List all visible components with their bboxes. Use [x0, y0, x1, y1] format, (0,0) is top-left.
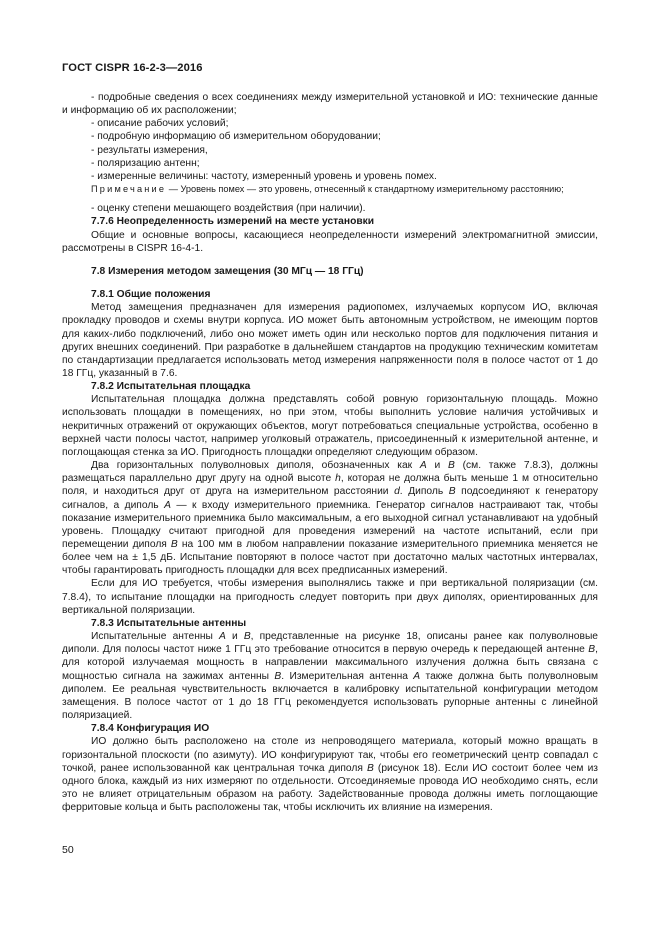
list-item: - результаты измерения, — [91, 144, 208, 156]
symbol-d: d — [394, 486, 400, 498]
section-heading-7-8-2: 7.8.2 Испытательная площадка — [91, 381, 251, 393]
text-run: — к входу измерительного приемника. Генератор сигналов настраивают так, чтобы показание измерительного приемника было максимальным, а его выходной сигнал устанавливают на удобный уровень. Площадку считают пригодной для проведения измерений на частоте испытаний, если при перемещении диполя — [62, 499, 598, 550]
note-label: Примечание — [91, 184, 167, 195]
note-text: — Уровень помех — это уровень, отнесенный к стандартному измерительному расстоянию; — [166, 184, 564, 195]
paragraph — [62, 459, 598, 577]
text-run: также должна быть полуволновым диполем. Ее реальная чувствительность включается в калибровку испытательной конфигурации методом замещения. В полосе частот от 1 до 18 ГГц рекомендуется использовать рупорные антенны с линейной поляризацией. — [62, 670, 599, 722]
text-run: и — [426, 460, 449, 472]
symbol-b: В — [448, 460, 455, 472]
text-run: (см. также 7.8.3), должны размещаться параллельно друг другу на одной высоте — [62, 460, 599, 485]
paragraph: Испытательная площадка должна представлять собой ровную горизонтальную площадь. Можно использовать площадки в помещениях, но при этом, чтобы выполнить условие наличия устойчивых и некритичных отражений от окружающих объектов, могут потребоваться специальные устройства, особенно в верхней части полосы частот, например уголковый отражатель, присоединенный к измерительной антенне, и поглощающая стенка за ИО. Пригодность площадки определяют следующим образом. — [62, 394, 598, 458]
symbol-b: В — [448, 486, 456, 498]
symbol-a: А — [419, 460, 427, 472]
list-item: - подробную информацию об измерительном оборудовании; — [91, 131, 381, 143]
section-heading-7-8-4: 7.8.4 Конфигурация ИО — [91, 723, 210, 735]
text-run: , которая не должна быть меньше 1 м относительно поля, и находиться друг от друга на измерительном расстоянии — [62, 473, 598, 498]
symbol-a: А — [413, 670, 421, 682]
text-run: , представленные на рисунке 18, описаны ранее как полуволновые диполи. Для полосы частот ниже 1 ГГц это требование относится в первую очередь к передающей антенне — [62, 631, 599, 656]
symbol-b: В — [170, 539, 178, 550]
symbol-b: В — [366, 762, 374, 774]
section-heading-7-8-3: 7.8.3 Испытательные антенны — [91, 617, 247, 629]
page-number: 50 — [62, 844, 74, 856]
text-run: . Диполь — [399, 486, 449, 498]
section-heading-7-7-6: 7.7.6 Неопределенность измерений на месте установки — [91, 216, 375, 228]
text-run: (рисунок 18). Если ИО состоит более чем из одного блока, каждый из них измеряют по отдельности. Отсоединяемые провода ИО необходимо снять, если это не влияет отрицательным образом на работу. Задействованные провода должны иметь поглощающие ферритовые кольца и быть расположены так, чтобы исключить их влияние на измерения. — [62, 762, 598, 814]
paragraph: Общие и основные вопросы, касающиеся неопределенности измерений электромагнитной эмиссии, рассмотрены в CISPR 16-4-1. — [62, 229, 598, 254]
paragraph — [62, 630, 598, 722]
list-item: - подробные сведения о всех соединениях между измерительной установкой и ИО: технические данные и информацию об их расположении; — [62, 92, 598, 117]
list-item: - поляризацию антенн; — [91, 157, 200, 169]
symbol-a: А — [164, 499, 171, 511]
text-run: ИО должно быть расположено на столе из непроводящего материала, который можно вращать в горизонтальной плоскости (по азимуту). ИО конфигурируют так, чтобы его геометрический центр совпадал с точкой, ранее использованной как центральная точка диполя — [62, 736, 598, 774]
text-run: Испытательные антенны — [91, 631, 220, 643]
section-heading-7-8-1: 7.8.1 Общие положения — [91, 289, 211, 301]
paragraph — [62, 735, 598, 814]
page-body — [62, 91, 598, 814]
section-heading-7-8: 7.8 Измерения методом замещения (30 МГц — 18 ГГц) — [91, 265, 364, 277]
text-run: , для которой излучаемая мощность в направлении максимального излучения должна быть связана с мощностью сигнала на зажимах антенны — [62, 644, 598, 682]
text-run: на 100 мм в любом направлении показание измерительного приемника меняется не более чем на ± 1,5 дБ. Испытание повторяют в полосе частот при достаточно малых частотных интервалах, чтобы гарантировать пригодность площадки для всех предписанных измерений. — [62, 539, 598, 577]
text-run: . Измерительная антенна — [281, 670, 414, 682]
text-run: подсоединяют к генератору сигналов, а диполь — [62, 486, 598, 511]
symbol-a: А — [219, 631, 226, 643]
list-item: - описание рабочих условий; — [91, 118, 229, 130]
text-run: Два горизонтальных полуволновых диполя, обозначенных как — [91, 460, 420, 472]
symbol-b: В — [588, 644, 596, 656]
list-item: - оценку степени мешающего воздействия (при наличии). — [91, 203, 366, 215]
text-run: и — [225, 631, 244, 643]
note — [62, 183, 598, 196]
symbol-b: В — [274, 670, 282, 682]
paragraph: Метод замещения предназначен для измерения радиопомех, излучаемых корпусом ИО, включая прокладку проводов и схемы внутри корпуса. ИО может быть автономным устройством, не имеющим портов для каких-либо подключений, либо оно может иметь один или несколько портов для подключения питания и других внешних соединений. При разработке в дальнейшем стандартов на продукцию техническим комитетам по стандартизации предлагается использовать метод измерения напряженности поля в полосе частот от 1 до 18 ГГц, указанный в 7.6. — [62, 302, 598, 379]
standard-header: ГОСТ CISPR 16-2-3—2016 — [62, 62, 203, 74]
paragraph: Если для ИО требуется, чтобы измерения выполнялись также и при вертикальной поляризации (см. 7.8.4), то испытание площадки на пригодность следует повторить при двух диполях, ориентированных для вертикальной поляризации. — [62, 578, 598, 616]
symbol-h: h — [335, 473, 341, 485]
list-item: - измеренные величины: частоту, измеренный уровень и уровень помех. — [91, 170, 437, 182]
symbol-b: В — [243, 631, 251, 643]
